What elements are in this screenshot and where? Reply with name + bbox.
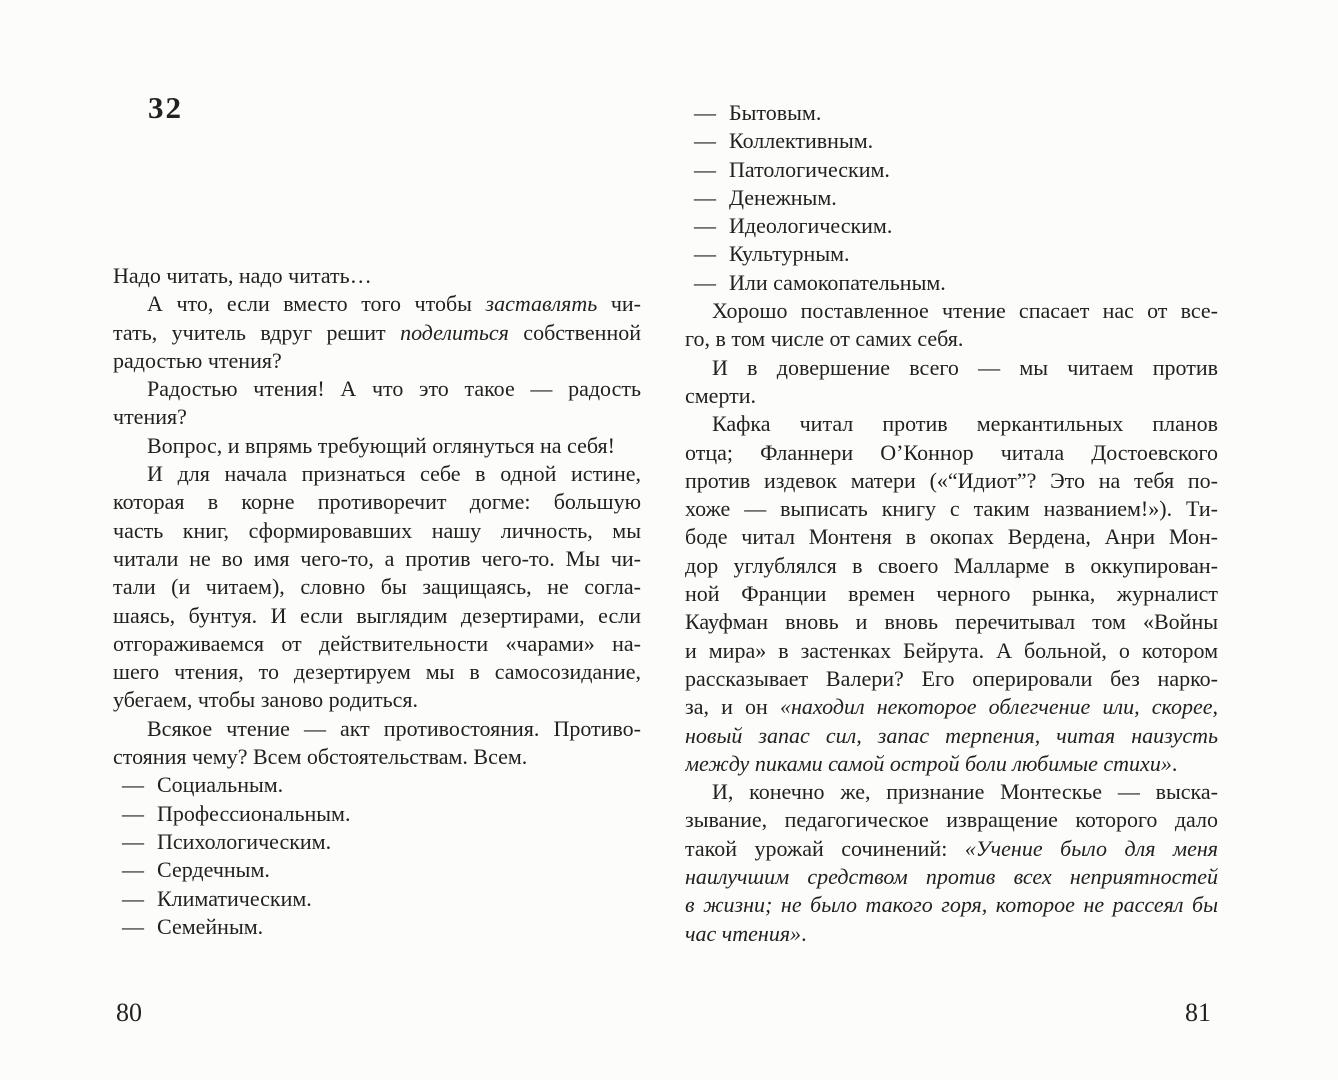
chapter-number: 32: [148, 90, 183, 125]
text-segment: И в довершение всего — мы читаем против: [712, 354, 1218, 380]
text-line: [113, 347, 641, 375]
text-line: [113, 517, 641, 545]
text-line: [685, 863, 1218, 891]
list-item: [685, 127, 1218, 155]
text-segment: Радостью чтения! А что это такое — радость: [147, 376, 641, 402]
text-line: [685, 665, 1218, 693]
text-segment: Кафка читал против меркантильных планов: [712, 411, 1218, 437]
list-item: [113, 856, 641, 884]
text-line: [685, 495, 1218, 523]
text-segment: .: [801, 920, 807, 946]
text-line: [113, 290, 641, 318]
text-line: [685, 920, 1218, 948]
text-line: [685, 722, 1218, 750]
text-segment: которая в корне противоречит догме: большую: [113, 489, 641, 515]
paragraph: [685, 297, 1218, 354]
text-segment: го, в том числе от самих себя.: [685, 326, 964, 352]
text-segment: А что, если вместо того чтобы: [147, 291, 486, 317]
text-segment: смерти.: [685, 382, 757, 408]
text-segment: радостью чтения?: [113, 347, 282, 373]
list-dash: —: [694, 241, 716, 267]
text-line: [685, 325, 1218, 353]
list-item: [113, 828, 641, 856]
list-item: [685, 212, 1218, 240]
list-dash: —: [122, 885, 144, 911]
list-item-label: Коллективным.: [729, 128, 874, 154]
text-segment: отгораживаемся от действительности «чарами» на-: [113, 630, 641, 656]
list-dash: —: [694, 128, 716, 154]
text-line: [685, 467, 1218, 495]
text-line: [685, 552, 1218, 580]
paragraph: [685, 354, 1218, 411]
text-line: [113, 319, 641, 347]
text-segment: стояния чему? Всем обстоятельствам. Всем.: [113, 744, 528, 770]
text-segment: тали (и читаем), словно бы защищаясь, не согла-: [113, 574, 641, 600]
paragraph: [685, 410, 1218, 778]
list-dash: —: [694, 184, 716, 210]
text-line: [113, 460, 641, 488]
text-segment: дор углублялся в своего Малларме в оккупирован-: [685, 552, 1218, 578]
text-segment: в жизни; не было такого горя, которое не рассеял бы: [685, 892, 1218, 918]
list-dash: —: [122, 857, 144, 883]
text-segment: .: [1171, 750, 1178, 776]
text-segment: хоже — выписать книгу с таким названием!»). Ти-: [685, 496, 1218, 522]
text-line: [113, 573, 641, 601]
text-segment: И для начала признаться себе в одной истине,: [147, 461, 641, 487]
text-segment: час чтения»: [685, 920, 802, 946]
paragraph: [113, 460, 641, 715]
list-dash: —: [122, 772, 144, 798]
paragraph: [685, 778, 1218, 948]
text-segment: тать, учитель вдруг решит: [113, 319, 401, 345]
text-line: [113, 432, 641, 460]
text-line: [685, 580, 1218, 608]
text-line: [685, 835, 1218, 863]
list-item: [113, 885, 641, 913]
list-item: [685, 99, 1218, 127]
text-line: [113, 630, 641, 658]
text-line: [685, 750, 1218, 778]
list-dash: —: [694, 156, 716, 182]
text-column-left: [113, 262, 641, 941]
list-item-label: Социальным.: [157, 772, 284, 798]
text-column-right: [685, 99, 1218, 948]
page-number-right: 81: [1185, 998, 1211, 1027]
list-item: [685, 269, 1218, 297]
text-line: [113, 686, 641, 714]
list-item-label: Или самокопательным.: [729, 269, 946, 295]
text-segment: шаясь, бунтуя. И если выглядим дезертирами, если: [113, 602, 641, 628]
text-line: [685, 778, 1218, 806]
text-line: [113, 715, 641, 743]
text-line: [113, 545, 641, 573]
list-dash: —: [122, 913, 144, 939]
paragraph: [113, 432, 641, 460]
text-line: [113, 743, 641, 771]
list-item-label: Бытовым.: [729, 100, 822, 125]
text-segment: Всякое чтение — акт противостояния. Противо-: [147, 715, 641, 741]
list-dash: —: [694, 269, 716, 295]
text-segment: «находил некоторое облегчение или, скорее,: [780, 694, 1218, 720]
list-item-label: Семейным.: [157, 913, 264, 939]
text-segment: отца; Фланнери О’Коннор читала Достоевского: [685, 439, 1218, 465]
list-dash: —: [694, 213, 716, 239]
text-segment: Вопрос, и впрямь требующий оглянуться на себя!: [147, 432, 615, 458]
text-segment: такой урожай сочинений:: [685, 835, 965, 861]
text-segment: ной Франции времен черного рынка, журналист: [685, 581, 1218, 607]
text-segment: за, и он: [685, 694, 780, 720]
text-segment: новый запас сил, запас терпения, читая наизусть: [685, 722, 1218, 748]
text-segment: и мира» в застенках Бейрута. А больной, о котором: [685, 637, 1218, 663]
text-segment: рассказывает Валери? Его оперировали без нарко-: [685, 665, 1218, 691]
text-segment: поделиться: [400, 319, 509, 345]
page-number-left: 80: [116, 998, 142, 1027]
text-line: [685, 693, 1218, 721]
list-dash: —: [122, 828, 144, 854]
text-line: [113, 488, 641, 516]
text-segment: чи-: [597, 291, 641, 317]
list-item-label: Денежным.: [729, 184, 837, 210]
text-line: [685, 382, 1218, 410]
text-segment: между пиками самой острой боли любимые стихи»: [685, 750, 1172, 776]
text-line: [113, 375, 641, 403]
text-segment: наилучшим средством против всех неприятностей: [685, 864, 1218, 890]
text-segment: убегаем, чтобы заново родиться.: [113, 687, 419, 713]
text-segment: чтения?: [113, 404, 187, 430]
text-line: [685, 608, 1218, 636]
list-item: [113, 771, 641, 799]
text-line: [113, 602, 641, 630]
text-line: [113, 658, 641, 686]
text-line: [685, 297, 1218, 325]
list-item: [113, 800, 641, 828]
paragraph: [113, 290, 641, 375]
list-item-label: Культурным.: [729, 241, 850, 267]
list-item-label: Профессиональным.: [157, 800, 351, 826]
text-line: [113, 403, 641, 431]
text-segment: «Учение было для меня: [964, 835, 1218, 861]
text-line: [685, 523, 1218, 551]
text-segment: Надо читать, надо читать…: [113, 263, 372, 288]
list-item: [685, 184, 1218, 212]
text-line: [685, 806, 1218, 834]
text-segment: заставлять: [485, 291, 598, 317]
list-item-label: Идеологическим.: [729, 213, 893, 239]
list-item-label: Психологическим.: [157, 828, 332, 854]
list-dash: —: [694, 100, 716, 125]
text-segment: часть книг, сформировавших нашу личность, мы: [113, 517, 641, 543]
text-segment: И, конечно же, признание Монтескье — выска-: [712, 779, 1218, 805]
list-item-label: Сердечным.: [157, 857, 270, 883]
text-line: [685, 410, 1218, 438]
text-segment: шего чтения, то дезертируем мы в самосозидание,: [113, 659, 641, 685]
list-item-label: Патологическим.: [729, 156, 890, 182]
text-segment: читали не во имя чего-то, а против чего-то. Мы чи-: [113, 545, 641, 571]
text-segment: зывание, педагогическое извращение которого дало: [685, 807, 1218, 833]
text-line: [685, 637, 1218, 665]
list-item: [685, 240, 1218, 268]
paragraph: [113, 715, 641, 772]
text-line: [685, 354, 1218, 382]
list-item-label: Климатическим.: [157, 885, 312, 911]
list-item: [113, 913, 641, 941]
list-item: [685, 156, 1218, 184]
list-dash: —: [122, 800, 144, 826]
text-line: [113, 262, 641, 290]
text-line: [685, 891, 1218, 919]
text-segment: собственной: [508, 319, 641, 345]
text-segment: Кауфман вновь и вновь перечитывал том «Войны: [685, 609, 1218, 635]
paragraph: [113, 262, 641, 290]
text-line: [685, 439, 1218, 467]
text-segment: против издевок матери («“Идиот”? Это на тебя по-: [685, 467, 1218, 493]
paragraph: [113, 375, 641, 432]
text-segment: Хорошо поставленное чтение спасает нас от все-: [712, 298, 1218, 324]
text-segment: боде читал Монтеня в окопах Вердена, Анри Мон-: [685, 524, 1218, 550]
